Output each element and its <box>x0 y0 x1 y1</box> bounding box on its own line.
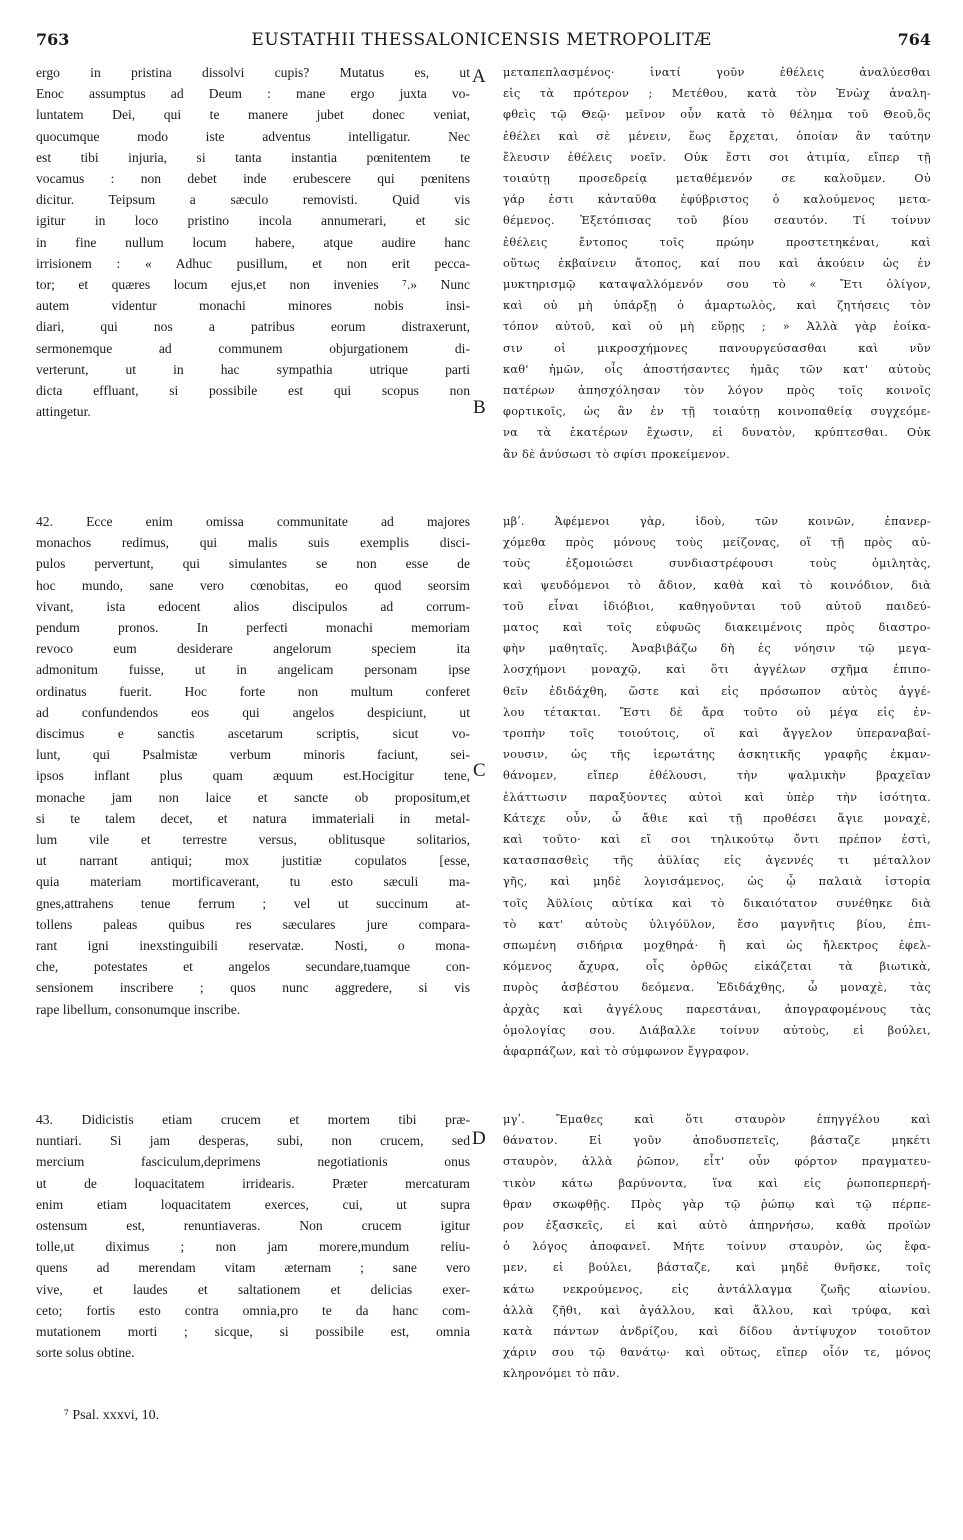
text-line: τοὺς ἐξομοιώσει συνδιαστρέφουσι τοὺς ὁμιλητὰς, <box>503 557 931 571</box>
text-line: μυκτηρισμῷ καταψαλλόμενόν σου τὸ « Ἔτι ὀλίγον, <box>503 278 931 292</box>
margin-marker-c: C <box>473 760 486 781</box>
text-line: 42. Ecce enim omissa communitate ad majores <box>36 514 470 529</box>
text-line: hoc mundo, sane vero cœnobitas, eo quod seorsim <box>36 577 470 593</box>
running-header <box>28 30 935 56</box>
text-line: γῆς, καὶ μηδὲ λογισάμενος, ὡς ᾧ παλαιὰ ἱστορία <box>503 875 931 889</box>
text-line: λοσχήμονι μοναχῷ, καὶ ὅτι ἀγγέλων σχῆμα ἐπιπο- <box>503 663 931 677</box>
text-line: ut narrant antiqui; mox justitiæ copulatos [esse, <box>36 853 470 869</box>
text-line: pulos pervertunt, qui simulantes se non esse de <box>36 556 470 572</box>
text-line: diari, qui nos a patribus eorum distraxerunt, <box>36 319 470 335</box>
text-line: rape libellum, consonumque inscribe. <box>36 1001 241 1017</box>
latin-paragraph-42 <box>36 511 470 1020</box>
margin-marker-d: D <box>472 1128 486 1149</box>
text-line: sorte solus obtine. <box>36 1345 135 1361</box>
text-line: τοῖς Ἀϋλίοις αὐτίκα καὶ τὸ δικαιότατον συνέθηκε διὰ <box>503 896 931 910</box>
text-line: ματος καὶ τοῖς εὐφυῶς διακειμένοις πρὸς διαστρο- <box>503 621 931 635</box>
text-line: κάτω νεκρούμενος, εἰς ἀντάλλαγμα ζωῆς αἰωνίου. <box>503 1282 931 1296</box>
text-line: est tibi injuria, si tanta instantia pœnitentem te <box>36 149 470 165</box>
text-line: 43. Didicistis etiam crucem et mortem tibi præ- <box>36 1112 470 1127</box>
text-line: nuntiari. Si jam desperas, subi, non crucem, sed <box>36 1133 470 1149</box>
text-line: che, potestates et angelos secundare,tuamque con- <box>36 959 470 975</box>
text-line: ipsos inflant plus quam æquum est.Hocigitur tene, <box>36 768 470 784</box>
text-line: καὶ τοῦτο· καὶ εἴ σοι τηλικούτῳ ὄντι πρέπον ἐστὶ, <box>503 833 931 847</box>
text-line: καὶ οὐ μὴ ὑπάρξῃ ὁ ἁμαρτωλὸς, καὶ ζητήσεις τὸν <box>503 299 931 313</box>
text-line: Κάτεχε οὖν, ὦ ἄθιε καὶ τῇ προθέσει ἅγιε μοναχὲ, <box>503 811 931 825</box>
text-line: tollens paleas quibus res sæculares jure compara- <box>36 916 470 932</box>
text-line: monachos redimus, qui malis suis exemplis disci- <box>36 535 470 551</box>
text-line: attingetur. <box>36 404 91 420</box>
text-line: quocumque modo iste adventus intelligatur. Nec <box>36 128 470 144</box>
text-line: ἔλευσιν ἐθέλεις νοεῖν. Οὐκ ἔστι σοι ἀτιμία, εἴπερ τῇ <box>503 150 931 164</box>
text-line: si te talem decet, et natura immateriali in metal- <box>36 810 470 826</box>
text-line: verterunt, ut in hac sympathia utrique parti <box>36 361 470 377</box>
text-line: ostensum est, renuntiaveras. Non crucem igitur <box>36 1218 470 1234</box>
page-number-left: 763 <box>36 30 70 49</box>
text-line: ceto; fortis esto contra omnia,pro te da hanc com- <box>36 1302 470 1318</box>
text-line: τὸ κατ' αὐτοὺς ὑλιγόϋλον, ἔσο μαγνῆτις βίου, ἐπι- <box>503 917 931 931</box>
text-line: τόπον αὐτοῦ, καὶ οὐ μὴ εὕρῃς ; » Ἀλλὰ γὰρ ἐοίκα- <box>503 320 931 334</box>
text-line: mercium fasciculum,deprimens negotiationis onus <box>36 1154 470 1170</box>
text-line: quia materiam mortificaverant, tu esto sæculi ma- <box>36 874 470 890</box>
latin-paragraph-1 <box>36 62 470 422</box>
text-line: ἀλλὰ ζῆθι, καὶ ἀγάλλου, καὶ ἄλλου, καὶ τρύφα, καὶ <box>503 1303 931 1317</box>
text-line: igitur in loco pristino incola annumerari, et sic <box>36 213 470 229</box>
text-line: dicitur. Teipsum a sæculo removisti. Quid vis <box>36 192 470 208</box>
footnote: ⁷ Psal. xxxvi, 10. <box>64 1408 160 1423</box>
text-line: φθεὶς τῷ Θεῷ· μεῖνον οὖν κατὰ τὸ θέλημα τοῦ Θεοῦ,ὃς <box>503 108 931 122</box>
greek-paragraph-42 <box>503 511 931 1062</box>
latin-paragraph-43 <box>36 1109 470 1363</box>
text-line: χόμεθα πρὸς μόνους τοὺς μείζονας, οἵ τῇ πρὸς αὐ- <box>503 536 931 550</box>
text-line: discimus e sanctis ascetarum scriptis, sicut vo- <box>36 726 470 742</box>
text-line: vive, et laudes et saltationem et delicias exer- <box>36 1281 470 1297</box>
text-line: θέμενος. Ἐξετόπισας τοῦ βίου σεαυτόν. Τί τοίνυν <box>503 214 931 228</box>
text-line: ἀρχὰς καὶ ἀγγέλους παρεστάναι, ἀπογραφομένους τὰς <box>503 1002 931 1016</box>
text-line: μεταπεπλασμένος· ἱνατί γοῦν ἐθέλεις ἀναλύεσθαι <box>503 66 931 79</box>
text-line: admonitum fuisse, ut in angelicam personam ipse <box>36 662 470 678</box>
text-line: ordinatus fuerit. Hoc forte non multum conferet <box>36 683 470 699</box>
text-line: κατασπασθεὶς τῆς ἀϋλίας εἰς ἀγεννές τι μέταλλον <box>503 854 931 868</box>
text-line: τικὸν κάτω βαρύνοντα, ἵνα καὶ εἰς ῥωποπερπερή- <box>503 1176 931 1190</box>
text-line: pendum pronos. In perfecti monachi memoriam <box>36 620 470 636</box>
text-line: θεῖν ἐδιδάχθη, ὥστε καὶ εἰς πρόσωπον αὐτὸς ἀγγέ- <box>503 684 931 698</box>
text-line: μγʹ. Ἔμαθες καὶ ὅτι σταυρὸν ἐπηγγέλου καὶ <box>503 1113 931 1126</box>
text-line: ἀφαρπάζων, καὶ τὸ σύμφωνον ἔγγραφον. <box>503 1045 750 1059</box>
text-line: irrisionem : « Adhuc pusillum, et non erit pecca- <box>36 255 470 271</box>
text-line: σταυρὸν, ἀλλὰ ῥῶπον, εἶτ' οὖν φόρτον πραγματευ- <box>503 1155 931 1169</box>
margin-marker-b: B <box>473 397 486 418</box>
text-line: να τὰ ἑκατέρων ἔχωσιν, εἰ δυνατὸν, κρύπτεσθαι. Οὐκ <box>503 426 931 440</box>
text-line: καὶ ψευδόμενοι τὸ ἄδιον, καθὰ καὶ τὸ κοινόδιον, διὰ <box>503 578 931 592</box>
text-line: θάνατον. Εἰ γοῦν ἀποδυσπετεῖς, βάσταζε μηκέτι <box>503 1134 931 1148</box>
running-title: EUSTATHII THESSALONICENSIS METROPOLITÆ <box>251 30 712 50</box>
text-line: luntatem Dei, qui te manere jubet donec veniat, <box>36 107 470 123</box>
text-line: revoco eum desiderare angelorum speciem ita <box>36 641 470 657</box>
text-line: κόμενος ἄχυρα, οἷς ὀρθῶς εἰκάζεται τὰ βιωτικὰ, <box>503 960 931 974</box>
text-line: tor; et quæres locum ejus,et non invenies ⁷.» Nunc <box>36 277 470 293</box>
text-line: monache jam non laice et sancte ob propositum,et <box>36 789 470 805</box>
text-line: ρον ἐξασκεῖς, εἰ καὶ αὐτὸ ἀπηρνήσω, καθὰ προϊὼν <box>503 1219 931 1233</box>
text-line: γάρ ἐστι κἀνταῦθα ἐφύβριστος ὁ καλούμενος μετα- <box>503 193 931 207</box>
text-line: φορτικοῖς, ὡς ἂν ἐν τῇ τοιαύτῃ κοινοπαθείᾳ συγχεόμε- <box>503 405 931 419</box>
text-line: vivant, ista edocent alios discipulos ad corrum- <box>36 598 470 614</box>
text-line: τοιαύτῃ προσεδρείᾳ μεταθέμενόν σε καλοῦμεν. Οὐ <box>503 172 931 186</box>
text-line: λου τέτακται. Ἔστι δὲ ἄρα τοῦτο οὐ μέγα εἰς ἐν- <box>503 705 931 719</box>
text-line: quens ad merendam vitam æternam ; sane vero <box>36 1260 470 1276</box>
text-line: πατέρων ἀπησχόλησαν τὸν λόγον πρὸς τοῖς κοινοῖς <box>503 384 931 398</box>
text-line: ἐθέλει καὶ σὲ μένειν, ἕως ἔρχεται, ὁποίαν ἂν ταύτην <box>503 129 931 143</box>
text-line: πυρὸς ἀσβέστου δεόμενα. Ἐδιδάχθης, ὦ μοναχὲ, τὰς <box>503 981 931 995</box>
text-line: lunt, qui Psalmistæ verbum minoris faciunt, sei- <box>36 747 470 763</box>
text-line: Enoc assumptus ad Deum : mane ergo juxta vo- <box>36 86 470 102</box>
text-line: θάνομεν, εἴπερ ἐθέλουσι, τὴν ψαλμικὴν βραχεῖαν <box>503 769 931 783</box>
text-line: gnes,attrahens tenue ferrum ; vel ut succinum at- <box>36 895 470 911</box>
text-line: ad confundendos eos qui angelos despiciunt, ut <box>36 704 470 720</box>
text-line: ὁ λόγος ἀποφανεῖ. Μήτε τοίνυν σταυρὸν, ὡς ἔφα- <box>503 1240 931 1254</box>
text-line: tolle,ut diximus ; non jam morere,mundum reliu- <box>36 1239 470 1255</box>
text-line: χάριν σου τῷ θανάτῳ· καὶ οὕτως, εἴπερ οἷόν τε, μόνος <box>503 1346 931 1360</box>
text-line: vocamus : non debet inde erubescere qui pœnitens <box>36 171 470 187</box>
text-line: mutationem morti ; sicque, si possibile est, omnia <box>36 1324 470 1340</box>
text-line: ut de loquacitatem irridearis. Præter mercaturam <box>36 1175 470 1191</box>
greek-paragraph-43 <box>503 1109 931 1385</box>
text-line: μβʹ. Ἀφέμενοι γὰρ, ἰδοὺ, τῶν κοινῶν, ἐπανερ- <box>503 515 931 528</box>
text-line: enim etiam loquacitatem exerces, cui, ut supra <box>36 1196 470 1212</box>
text-line: ergo in pristina dissolvi cupis? Mutatus es, ut <box>36 65 470 80</box>
text-line: τροπὴν τοῖς τοιούτοις, οἵ καὶ ἄγγελον ὑπεραναβαί- <box>503 727 931 741</box>
text-line: in fine nullum locum habere, atque audire hanc <box>36 234 470 250</box>
text-line: κληρονόμει τὸ πᾶν. <box>503 1367 620 1381</box>
page-number-right: 764 <box>897 30 931 49</box>
greek-paragraph-1 <box>503 62 931 465</box>
text-line: οὕτως ἐκβαίνειν ἄτοπος, καί που καὶ ἀκούειν ὡς ἐν <box>503 256 931 270</box>
text-line: sermonemque ad communem objurgationem di- <box>36 340 470 356</box>
text-line: φὴν μαθηταῖς. Ἀναβιβάζω δὴ ἐς νόησιν τῷ μεγα- <box>503 642 931 656</box>
text-line: ἐθέλεις ἔντοπος τοῖς πρώην προστετηκέναι, καὶ <box>503 235 931 249</box>
text-line: rant igni inexstinguibili reservatæ. Nosti, o mona- <box>36 938 470 954</box>
text-line: lum vile et terrestre versus, oblitusque solitarios, <box>36 832 470 848</box>
text-line: τοῦ εἶναι ἰδιόβιοι, καθηγοῦνται τοῦ αὐτοῦ παιδεύ- <box>503 599 931 613</box>
text-line: autem videntur monachi minores nobis insi- <box>36 298 470 314</box>
text-line: sensionem inscribere ; quos nunc aggredere, si vis <box>36 980 470 996</box>
text-line: ἂν δὲ ἀνύσωσι τὸ σφίσι προκείμενον. <box>503 447 731 461</box>
text-line: μεν, εἰ βούλει, βάσταζε, καὶ μηδὲ θνῆσκε, τοῖς <box>503 1261 931 1275</box>
margin-marker-a: A <box>472 66 486 87</box>
text-line: σπωμένη σιδήρια μοχθηρά· ἢ καὶ ὡς ἤλεκτρος ἐφελ- <box>503 939 931 953</box>
text-line: εἰς τὰ πρότερον ; Μετέθου, κατὰ τὸν Ἐνὼχ ἀναλη- <box>503 87 931 101</box>
text-line: κατὰ πάντων ἀνδρίζου, καὶ δίδου ἀντίψυχον τοιοῦτον <box>503 1325 931 1339</box>
text-line: καθ' ἡμῶν, οἷς ἀποστήσαντες ἡμᾶς τῶν κατ' αὐτοὺς <box>503 362 931 376</box>
text-line: θραν σκωφθῇς. Πρὸς γὰρ τῷ ῥώπῳ καὶ τῷ πέρπε- <box>503 1197 931 1211</box>
text-line: νουσιν, ὡς τῆς ἱερωτάτης ἀσκητικῆς γραφῆς ἐκμαν- <box>503 748 931 762</box>
text-line: ἐλάττωσιν παραξύοντες αὐτοὶ καὶ ὑπὲρ τὴν ἰσότητα. <box>503 790 931 804</box>
text-line: dicta effluant, si possibile est qui scopus non <box>36 383 470 399</box>
text-line: ὁμολογίας σου. Διάβαλλε τοίνυν αὐτοὺς, εἰ βούλει, <box>503 1023 931 1037</box>
text-line: σιν οἱ μικροσχήμονες πανουργεύσασθαι καὶ νῦν <box>503 341 931 355</box>
